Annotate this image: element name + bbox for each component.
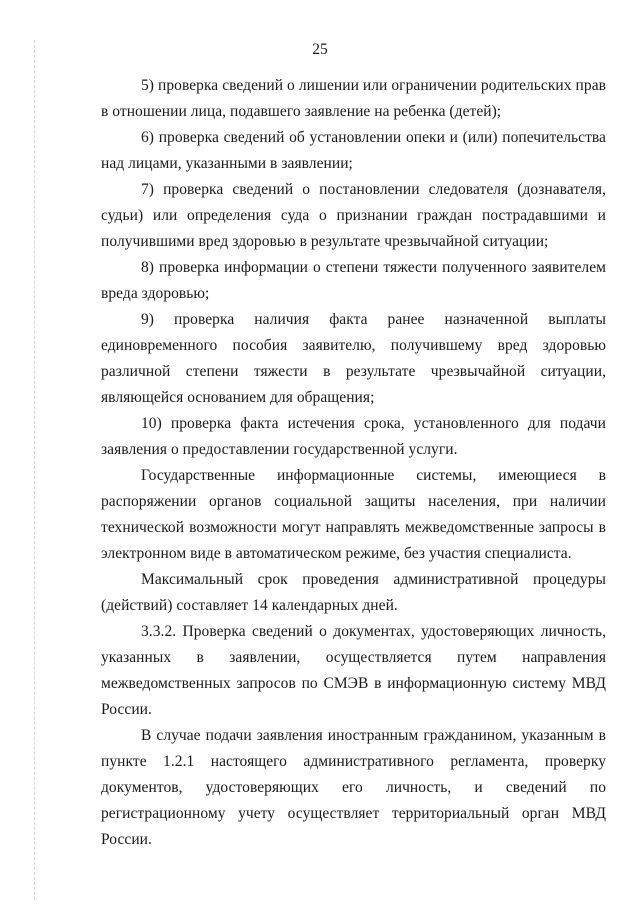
scan-edge-line xyxy=(34,40,35,900)
paragraph-item-6: 6) проверка сведений об установлении опеки и (или) попечительства над лицами, указанными в заявлении; xyxy=(101,129,606,172)
paragraph-foreign-citizen: В случае подачи заявления иностранным гражданином, указанным в пункте 1.2.1 настоящего административного регламента, проверку документов, удостоверяющих его личность, и сведений по регистрационному учету осуществляет территориальный орган МВД России. xyxy=(101,727,606,848)
paragraph-section-3-3-2: 3.3.2. Проверка сведений о документах, удостоверяющих личность, указанных в заявлении, осуществляется путем направления межведомственных запросов по СМЭВ в информационную систему МВД России. xyxy=(101,623,606,718)
paragraph-item-8: 8) проверка информации о степени тяжести полученного заявителем вреда здоровью; xyxy=(101,259,606,302)
page-number: 25 xyxy=(312,41,328,58)
paragraph-item-7: 7) проверка сведений о постановлении следователя (дознавателя, судьи) или определения суда о признании граждан пострадавшими и получившими вред здоровью в результате чрезвычайной ситуации; xyxy=(101,181,606,250)
paragraph-item-5: 5) проверка сведений о лишении или ограничении родительских прав в отношении лица, подавшего заявление на ребенка (детей); xyxy=(101,77,606,120)
paragraph-item-9: 9) проверка наличия факта ранее назначенной выплаты единовременного пособия заявителю, получившему вред здоровью различной степени тяжести в результате чрезвычайной ситуации, являющейся основанием для обращения; xyxy=(101,311,606,406)
paragraph-item-10: 10) проверка факта истечения срока, установленного для подачи заявления о предоставлении государственной услуги. xyxy=(101,415,606,458)
document-body xyxy=(101,73,606,853)
paragraph-information-systems: Государственные информационные системы, имеющиеся в распоряжении органов социальной защиты населения, при наличии технической возможности могут направлять межведомственные запросы в электронном виде в автоматическом режиме, без участия специалиста. xyxy=(101,467,606,562)
paragraph-max-duration: Максимальный срок проведения административной процедуры (действий) составляет 14 календарных дней. xyxy=(101,571,606,614)
